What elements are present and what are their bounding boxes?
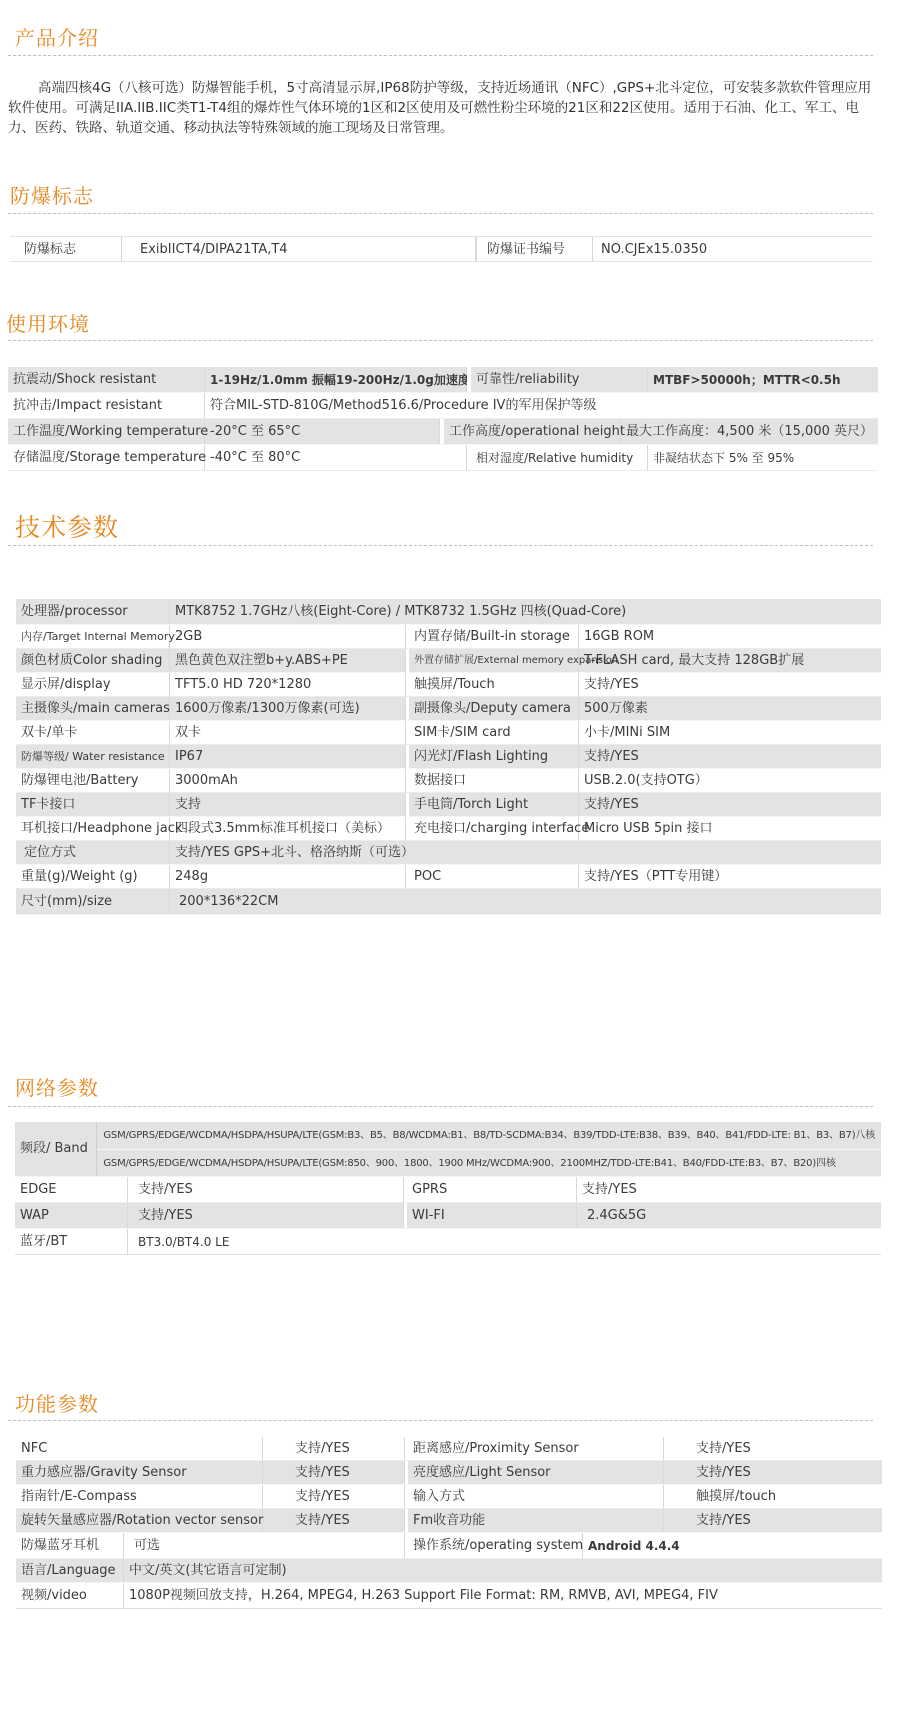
tech-value: 3000mAh (170, 769, 406, 792)
tech-value: Micro USB 5pin 接口 (584, 821, 713, 836)
tech-title: 技术参数 (15, 513, 120, 542)
tech-value: 支持 (170, 793, 406, 816)
tech-label: 尺寸(mm)/size (16, 889, 170, 914)
env-divider (8, 340, 873, 341)
tech-value: IP67 (170, 745, 406, 768)
tech-value: 2GB (170, 625, 406, 648)
tech-value: 支持/YES GPS+北斗、格洛纳斯（可选） (175, 845, 414, 860)
func-value: 支持/YES (263, 1437, 405, 1460)
tech-value: 200*136*22CM (179, 894, 279, 909)
tech-value: 支持/YES (584, 677, 639, 692)
ex-cert-label: 防爆证书编号 (476, 237, 593, 261)
tech-value: 支持/YES (584, 797, 639, 812)
env-row (8, 419, 878, 445)
ex-table (10, 236, 873, 262)
net-value: 支持/YES (128, 1203, 404, 1228)
tech-row (16, 793, 881, 817)
net-value: BT3.0/BT4.0 LE (138, 1235, 230, 1249)
func-value: 可选 (124, 1533, 405, 1558)
tech-row (16, 697, 881, 721)
env-label: 抗震动/Shock resistant (8, 367, 205, 392)
tech-row-weight (16, 865, 881, 889)
tech-rows (16, 625, 881, 841)
tech-label: 副摄像头/Deputy camera (406, 697, 579, 720)
func-label: Fm收音功能 (405, 1509, 664, 1532)
tech-row (16, 625, 881, 649)
env-table (8, 367, 878, 471)
func-divider (8, 1420, 873, 1421)
env-label: 工作高度/operational height (440, 419, 621, 444)
env-label: 存储温度/Storage temperature (8, 445, 205, 470)
func-table (16, 1437, 882, 1609)
func-label: 操作系统/operating system (405, 1533, 583, 1558)
tech-row (16, 745, 881, 769)
func-row (16, 1461, 882, 1485)
tech-row-processor (16, 599, 881, 625)
net-row-bt (15, 1229, 881, 1255)
func-label: 旋转矢量感应器/Rotation vector sensor (16, 1509, 263, 1532)
tech-value: T-FLASH card, 最大支持 128GB扩展 (584, 653, 805, 668)
tech-label: 双卡/单卡 (16, 721, 170, 744)
tech-row (16, 769, 881, 793)
tech-value: 黑色黄色双注塑b+y.ABS+PE (170, 649, 406, 672)
func-value: 支持/YES (263, 1485, 405, 1508)
ex-value: ExibIICT4/DIPA21TA,T4 (122, 237, 476, 261)
env-row (8, 393, 878, 419)
func-value: 支持/YES (696, 1513, 751, 1528)
tech-divider (8, 545, 873, 546)
env-value: 非凝结状态下 5% 至 95% (653, 451, 795, 465)
tech-label: 手电筒/Torch Light (406, 793, 579, 816)
func-label: 距离感应/Proximity Sensor (405, 1437, 664, 1460)
tech-value: 双卡 (170, 721, 406, 744)
func-label: 输入方式 (405, 1485, 664, 1508)
net-band-label: 频段/ Band (15, 1122, 97, 1176)
ex-divider (8, 213, 873, 214)
net-band-row (15, 1122, 881, 1177)
tech-row (16, 673, 881, 697)
tech-label: 内存/Target Internal Memory (16, 625, 170, 648)
func-label: NFC (16, 1437, 263, 1460)
env-label: 工作温度/Working temperature (8, 419, 205, 444)
tech-row-positioning (16, 841, 881, 865)
func-value: 支持/YES (263, 1461, 405, 1484)
ex-title: 防爆标志 (10, 184, 94, 208)
tech-value: 小卡/MINi SIM (584, 725, 671, 740)
func-label: 防爆蓝牙耳机 (16, 1533, 124, 1558)
tech-table (16, 599, 881, 915)
net-label: WI-FI (404, 1203, 577, 1228)
tech-value: USB.2.0(支持OTG） (584, 773, 708, 788)
env-value: 符合MIL-STD-810G/Method516.6/Procedure IV的军用保护等级 (210, 398, 597, 413)
ex-cert-value: NO.CJEx15.0350 (601, 242, 708, 257)
func-label: 视频/video (16, 1583, 124, 1608)
net-band-values (97, 1122, 881, 1176)
tech-label: 充电接口/charging interface (406, 817, 579, 840)
func-label: 重力感应器/Gravity Sensor (16, 1461, 263, 1484)
net-row (15, 1203, 881, 1229)
tech-label: 触摸屏/Touch (406, 673, 579, 696)
net-label: EDGE (15, 1177, 128, 1202)
tech-value: 16GB ROM (584, 629, 655, 644)
tech-label: SIM卡/SIM card (406, 721, 579, 744)
func-value: 支持/YES (696, 1441, 751, 1456)
tech-label: 内置存储/Built-in storage (406, 625, 579, 648)
func-row-language (16, 1559, 882, 1583)
func-row-bt-headset (16, 1533, 882, 1559)
env-row (8, 445, 878, 471)
func-value: 支持/YES (696, 1465, 751, 1480)
tech-label: POC (406, 865, 579, 888)
intro-text: 高端四核4G（八核可选）防爆智能手机，5寸高清显示屏,IP68防护等级，支持近场通讯（NFC）,GPS+北斗定位，可安装多款软件管理应用软件使用。可满足IIA.IIB.IIC类T1-T4组的爆炸性气体环境的1区和2区使用及可燃性粉尘环境的21区和22区使用。适用于石油、化工、军工、电力、医药、铁路、轨道交通、移动执法等特殊领域的施工现场及日常管理。 (8, 80, 872, 136)
func-value: 中文/英文(其它语言可定制) (129, 1563, 287, 1578)
tech-row (16, 649, 881, 673)
intro-title: 产品介绍 (15, 26, 99, 50)
tech-row (16, 721, 881, 745)
net-label: 蓝牙/BT (15, 1229, 128, 1254)
tech-label: 定位方式 (16, 841, 170, 864)
env-label: 抗冲击/Impact resistant (8, 393, 205, 418)
tech-label: TF卡接口 (16, 793, 170, 816)
env-title: 使用环境 (6, 312, 90, 336)
func-row-video (16, 1583, 882, 1609)
func-row (16, 1509, 882, 1533)
tech-value: MTK8752 1.7GHz八核(Eight-Core) / MTK8732 1.5GHz 四核(Quad-Core) (175, 604, 627, 619)
net-title: 网络参数 (15, 1076, 99, 1100)
net-table (15, 1122, 881, 1255)
func-label: 亮度感应/Light Sensor (405, 1461, 664, 1484)
net-divider (8, 1106, 873, 1107)
tech-value: 支持/YES（PTT专用键） (584, 869, 728, 884)
env-value: -20°C 至 65°C (205, 419, 440, 444)
env-value: 1-19Hz/1.0mm 振幅19-200Hz/1.0g加速度 (205, 367, 467, 392)
func-rows (16, 1437, 882, 1533)
env-value: -40°C 至 80°C (205, 445, 467, 470)
tech-value: 248g (170, 865, 406, 888)
func-label: 语言/Language (16, 1559, 124, 1582)
intro-divider (8, 55, 873, 56)
net-label: GPRS (404, 1177, 577, 1202)
tech-label: 防爆等级/ Water resistance (16, 745, 170, 768)
tech-label: 主摄像头/main cameras (16, 697, 170, 720)
net-row (15, 1177, 881, 1203)
tech-label: 重量(g)/Weight (g) (16, 865, 170, 888)
ex-row (10, 236, 873, 262)
func-row (16, 1437, 882, 1461)
func-value: Android 4.4.4 (588, 1539, 680, 1553)
tech-label: 外置存储扩展/External memory expansion (406, 649, 579, 672)
net-band-value: GSM/GPRS/EDGE/WCDMA/HSDPA/HSUPA/LTE(GSM:850、900、1800、1900 MHz/WCDMA:900、2100MHZ/TDD-LTE:B41、B40/FDD-LTE:B3、B7、B20)四核 (103, 1158, 836, 1169)
tech-value: 1600万像素/1300万像素(可选) (170, 697, 406, 720)
net-value: 支持/YES (582, 1182, 637, 1197)
env-row (8, 367, 878, 393)
env-label: 可靠性/reliability (467, 367, 648, 392)
tech-row (16, 817, 881, 841)
net-band-value: GSM/GPRS/EDGE/WCDMA/HSDPA/HSUPA/LTE(GSM:B3、B5、B8/WCDMA:B1、B8/TD-SCDMA:B34、B39/TDD-LTE:B38、B39、B40、B41/FDD-LTE: B1、B3、B7)八核 (97, 1122, 881, 1150)
tech-value: TFT5.0 HD 720*1280 (170, 673, 406, 696)
func-value: 1080P视频回放支持，H.264, MPEG4, H.263 Support File Format: RM, RMVB, AVI, MPEG4, FIV (129, 1588, 718, 1603)
tech-value: 500万像素 (584, 701, 648, 716)
tech-label: 耳机接口/Headphone jack (16, 817, 170, 840)
tech-row-size (16, 889, 881, 915)
net-value: 支持/YES (128, 1177, 404, 1202)
env-label: 相对湿度/Relative humidity (467, 445, 648, 470)
tech-value: 四段式3.5mm标准耳机接口（美标） (170, 817, 406, 840)
ex-label: 防爆标志 (10, 237, 122, 261)
func-label: 指南针/E-Compass (16, 1485, 263, 1508)
tech-label: 显示屏/display (16, 673, 170, 696)
func-value: 支持/YES (263, 1509, 405, 1532)
tech-label: 颜色材质Color shading (16, 649, 170, 672)
func-value: 触摸屏/touch (696, 1489, 777, 1504)
net-value: 2.4G&5G (587, 1208, 647, 1223)
env-value: 最大工作高度：4,500 米（15,000 英尺） (626, 424, 873, 439)
tech-value: 支持/YES (584, 749, 639, 764)
env-value: MTBF>50000h；MTTR<0.5h (653, 373, 841, 387)
tech-label: 防爆锂电池/Battery (16, 769, 170, 792)
func-row (16, 1485, 882, 1509)
tech-label: 闪光灯/Flash Lighting (406, 745, 579, 768)
func-title: 功能参数 (15, 1392, 99, 1416)
tech-label: 数据接口 (406, 769, 579, 792)
net-label: WAP (15, 1203, 128, 1228)
tech-label: 处理器/processor (16, 599, 170, 624)
